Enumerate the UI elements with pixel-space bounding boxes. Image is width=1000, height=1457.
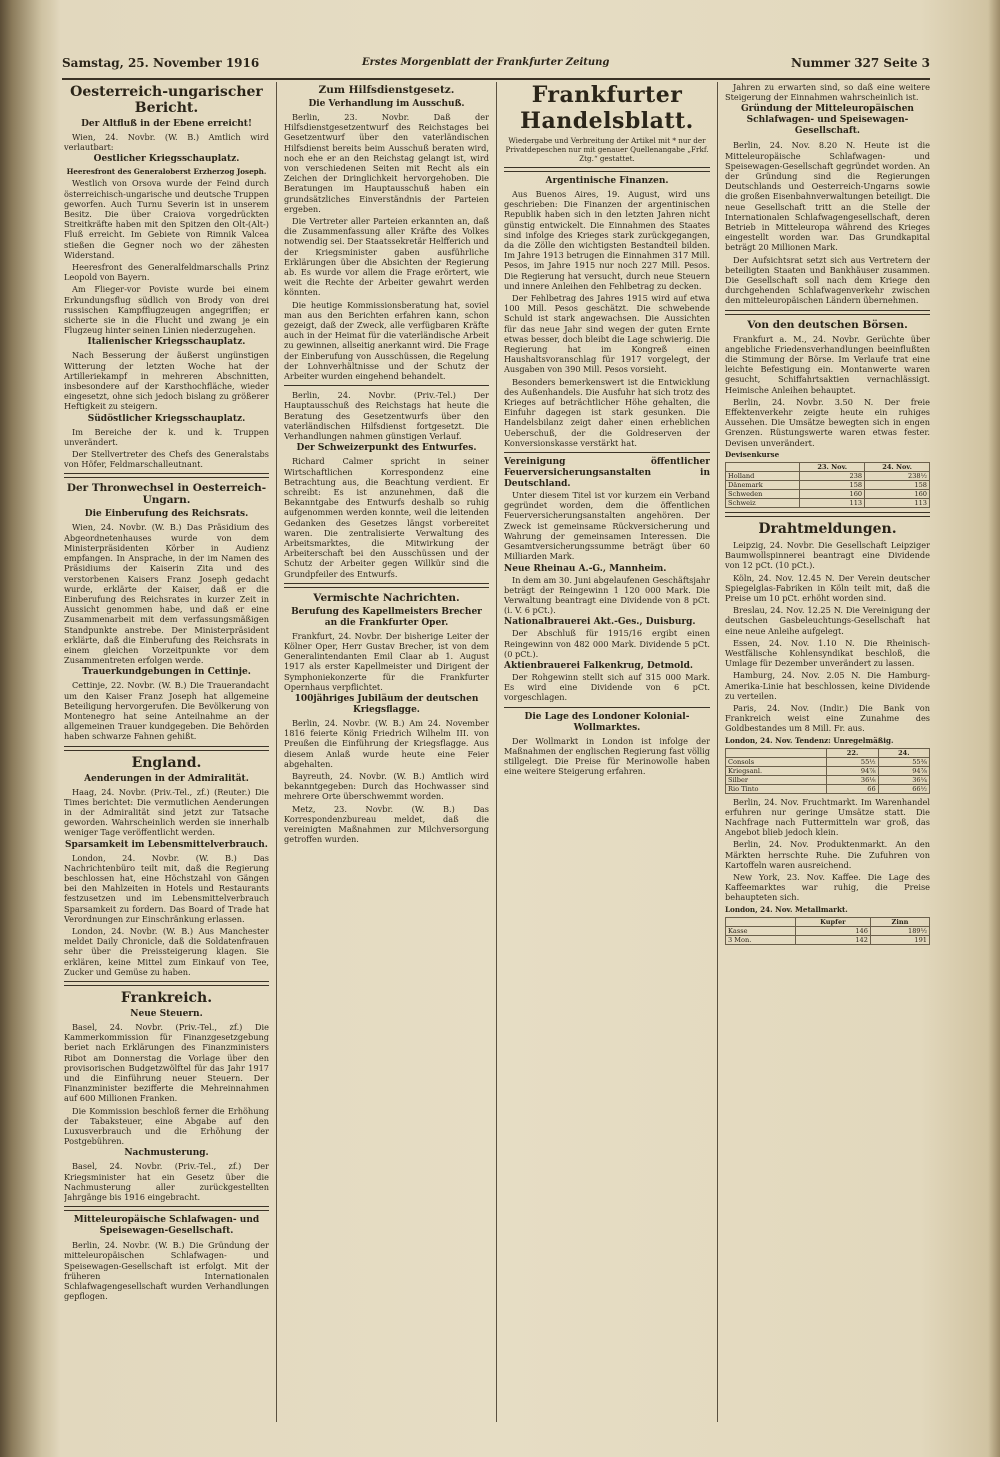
- paragraph: Breslau, 24. Nov. 12.25 N. Die Vereinigung der deutschen Gasbeleuchtungs-Gesellschaft hat eine neue Anleihe aufgelegt.: [725, 605, 930, 636]
- paragraph: Frankfurt, 24. Novbr. Der bisherige Leiter der Kölner Oper, Herr Gustav Brecher, ist von dem Generalintendanten Emil Claar ab 1. August 1917 als erster Kapellmeister und Dirigent der Symphoniekonzerte für die Frankfurter Opernhaus verpflichtet.: [284, 630, 489, 692]
- masthead-date: Samstag, 25. November 1916: [62, 56, 260, 70]
- column-rule: [717, 82, 718, 1422]
- table-cell: 94⅞: [878, 766, 929, 775]
- headline-handelsblatt: Frankfurter Handelsblatt.: [520, 82, 694, 134]
- table-cell: 238½: [865, 471, 930, 480]
- column-rule: [496, 82, 497, 1422]
- paragraph: New York, 23. Nov. Kaffee. Die Lage des Kaffeemarktes war ruhig, die Preise behaupteten sich.: [725, 871, 930, 903]
- subheadline-taxes: Neue Steuern.: [130, 1009, 203, 1019]
- divider: [64, 1206, 269, 1211]
- table-cell: 55⅜: [878, 757, 929, 766]
- paragraph: Cettinje, 22. Novbr. (W. B.) Die Trauerandacht um den Kaiser Franz Joseph hat allgemeine Beteiligung hervorgerufen. Die Bevölkerung von Montenegro hat seine Anteilnahme an der allgemeinen Trauer kundgegeben. Die Behörden haben schwarze Fahnen gehißt.: [64, 680, 269, 742]
- subheadline-committee: Die Verhandlung im Ausschuß.: [308, 99, 465, 109]
- masthead: [62, 56, 930, 80]
- table-title: Devisenkurse: [725, 449, 780, 459]
- paragraph: Berlin, 24. Novbr. (W. B.) Am 24. November 1816 feierte König Friedrich Wilhelm III. von Preußen die Einführung der Kriegsflagge. Aus diesem Anlaß wurde heute eine Feier abgehalten.: [284, 717, 489, 769]
- table-row: [726, 471, 930, 480]
- paragraph: Nach Besserung der äußerst ungünstigen Witterung der letzten Woche hat der Artilleriekampf in mehreren Abschnitten, insbesondere auf der Karsthochfläche, wieder eingesetzt, ohne sich jedoch bislang zu größerer Heftigkeit zu steigern.: [64, 350, 269, 412]
- table-header-cell: [726, 748, 827, 757]
- paragraph: Basel, 24. Novbr. (Priv.-Tel., zf.) Der Kriegsminister hat ein Gesetz über die Nachmusterung aller zurückgestellten Jahrgänge bis 1916 eingebracht.: [64, 1161, 269, 1203]
- paragraph: Berlin, 24. Novbr. (W. B.) Die Gründung der mitteleuropäischen Schlafwagen- und Speisewagen-Gesellschaft ist erfolgt. Mit der früheren Internationalen Schlafwagengesellschaft wurden Verhandlungen gepflogen.: [64, 1240, 269, 1302]
- section-title-east: Oestlicher Kriegsschauplatz.: [93, 154, 240, 165]
- headline-stock-exchanges: Von den deutschen Börsen.: [747, 318, 908, 331]
- paragraph: Berlin, 24. Novbr. (Priv.-Tel.) Der Hauptausschuß des Reichstags hat heute die Beratung des Gesetzentwurfs über den vaterländischen Hilfsdienst fortgesetzt. Die Verhandlungen nahmen günstigen Verlauf.: [284, 390, 489, 442]
- table-cell: Kasse: [726, 926, 796, 935]
- paragraph: Richard Calmer spricht in seiner Wirtschaftlichen Korrespondenz eine Betrachtung aus, die Beachtung verdient. Er schreibt: Es ist anzunehmen, daß die Bekanntgabe des Entwurfs deshalb so ruhig aufgenommen werden konnte, weil die leitenden Gedanken des Gesetzes längst vorbereitet waren. Die zentralisierte Verwaltung des Arbeitsmarktes, die Mitwirkung der Arbeiterschaft bei den Ausschüssen und der Schutz der Arbeiter gegen Willkür sind die Grundpfeiler des Entwurfs.: [284, 456, 489, 579]
- table-header-cell: [726, 462, 800, 471]
- paragraph: Der Wollmarkt in London ist infolge der Maßnahmen der englischen Regierung fast völlig stillgelegt. Die Preise für Merinowolle haben eine weitere Steigerung erfahren.: [504, 735, 710, 777]
- table-cell: Silber: [726, 775, 827, 784]
- table-header-cell: 24. Nov.: [865, 462, 930, 471]
- table-cell: Rio Tinto: [726, 784, 827, 793]
- table-cell: Consols: [726, 757, 827, 766]
- section-title-london: London, 24. Nov. Tendenz: Unregelmäßig.: [725, 735, 894, 745]
- table-header-cell: 23. Nov.: [800, 462, 865, 471]
- table-header-cell: [726, 917, 796, 926]
- subheadline-reichsrat: Die Einberufung des Reichsrats.: [84, 509, 249, 520]
- paragraph: Hamburg, 24. Nov. 2.05 N. Die Hamburg-Amerika-Linie hat beschlossen, keine Dividende zu verteilen.: [725, 670, 930, 701]
- paragraph: Aus Buenos Aires, 19. August, wird uns geschrieben: Die Finanzen der argentinischen Republik haben sich in den letzten Jahren nicht günstig entwickelt. Die Einnahmen des Staates sind infolge des Krieges stark zurückgegangen, da die Zölle den wichtigsten Bestandteil bilden. Im Jahre 1913 betrugen die Einnahmen 317 Mill. Pesos, im Jahre 1915 nur noch 227 Mill. Pesos. Die Regierung hat versucht, durch neue Steuern und innere Anleihen den Fehlbetrag zu decken.: [504, 189, 710, 291]
- table-cell: 66½: [878, 784, 929, 793]
- paragraph: London, 24. Novbr. (W. B.) Das Nachrichtenbüro teilt mit, daß die Regierung beschlossen hat, eine Höchstzahl von Gängen bei den Mahlzeiten in Hotels und Restaurants festzusetzen und im Lebensmittelverbrauch Sparsamkeit zu fordern. Das Board of Trade hat Verordnungen zur Einschränkung erlassen.: [64, 852, 269, 924]
- divider: [64, 473, 269, 478]
- paragraph: Berlin, 23. Novbr. Daß der Hilfsdienstgesetzentwurf des Reichstages bei Gesetzentwurf über den vaterländischen Hilfsdienst bereits beim Ausschuß beraten wird, noch ehe er an den Reichstag gelangt ist, wird von verschiedenen Seiten mit Recht als ein Zeichen der Dringlichkeit hervorgehoben. Die Beratungen im Hauptausschuß haben ein grundsätzliches Einverständnis der Parteien ergeben.: [284, 112, 489, 214]
- paragraph: Der Aufsichtsrat setzt sich aus Vertretern der beteiligten Staaten und Bankhäuser zusammen. Die Gesellschaft soll nach dem Kriege den durchgehenden Schlafwagenverkehr zwischen den mitteleuropäischen Ländern übernehmen.: [725, 254, 930, 306]
- divider: [64, 746, 269, 751]
- divider: [725, 310, 930, 315]
- divider: [725, 512, 930, 517]
- table-row: [726, 775, 930, 784]
- divider: [504, 452, 710, 453]
- paragraph: Wien, 24. Novbr. (W. B.) Das Präsidium des Abgeordnetenhauses wurde von dem Ministerpräsidenten Körber in Audienz empfangen. In Ansprache, in der im Namen des Präsidiums der Kaiserin Zita und des verstorbenen Kaisers Franz Joseph gedacht wurde, erklärte der Kaiser, daß er die Einberufung des Reichsrates in kurzer Zeit in Aussicht genommen habe, und daß er eine Zusammenarbeit mit dem verfassungsmäßigen Standpunkte anstrebe. Der Ministerpräsident erklärte, daß die Einberufung des Reichsrats in einem gleichen Vorzeitpunkte vor dem Zusammentreten erfolgen werde.: [64, 522, 269, 666]
- divider: [504, 167, 710, 172]
- column-4: [725, 82, 930, 1422]
- section-title-southeast: Südöstlicher Kriegsschauplatz.: [87, 413, 246, 424]
- divider: [64, 981, 269, 986]
- headline-hilfsdienst: Zum Hilfsdienstgesetz.: [318, 84, 455, 96]
- paragraph: London, 24. Novbr. (W. B.) Aus Manchester meldet Daily Chronicle, daß die Soldatenfrauen sehr über die Preissteigerung klagen. Sie erklären, keine Mittel zum Einkauf von Tee, Zucker und Gemüse zu haben.: [64, 925, 269, 977]
- table-cell: 142: [795, 935, 870, 944]
- table-cell: 36⅛: [827, 775, 878, 784]
- section-title-savings: Sparsamkeit im Lebensmittelverbrauch.: [65, 839, 268, 850]
- section-title-falkenkrug: Aktienbrauerei Falkenkrug, Detmold.: [504, 660, 694, 671]
- section-title-cettinje: Trauerkundgebungen in Cettinje.: [82, 667, 251, 678]
- table-cell: 113: [800, 498, 865, 507]
- subheadline-alt-river: Der Altfluß in der Ebene erreicht!: [81, 119, 252, 129]
- exchange-rate-table: [725, 462, 930, 508]
- paragraph: Leipzig, 24. Novbr. Die Gesellschaft Leipziger Baumwollspinnerei beantragt eine Dividende von 12 pCt. (10 pCt.).: [725, 539, 930, 571]
- paragraph: In dem am 30. Juni abgelaufenen Geschäftsjahr beträgt der Reingewinn 1 120 000 Mark. Die Verwaltung beantragt eine Dividende von 8 pCt. (i. V. 6 pCt.).: [504, 574, 710, 616]
- table-cell: 146: [795, 926, 870, 935]
- headline-misc-news: Vermischte Nachrichten.: [313, 591, 460, 604]
- headline-wire-reports: Drahtmeldungen.: [758, 520, 897, 537]
- paragraph: Berlin, 24. Nov. Produktenmarkt. An den Märkten herrschte Ruhe. Die Zufuhren von Kartoffeln waren ausreichend.: [725, 839, 930, 870]
- headline-sleeping-car: Mitteleuropäische Schlafwagen- und Speisewagen-Gesellschaft.: [73, 1215, 260, 1237]
- table-cell: 158: [800, 480, 865, 489]
- paragraph: Berlin, 24. Nov. Fruchtmarkt. Im Warenhandel erfuhren nur geringe Umsätze statt. Die Nachfrage nach Futtermitteln war groß, das Angebot blieb jedoch klein.: [725, 796, 930, 838]
- divider: [284, 583, 489, 588]
- paragraph: Die Kommission beschloß ferner die Erhöhung der Tabaksteuer, eine Abgabe auf den Luxusverbrauch und die Erhöhung der Postgebühren.: [64, 1105, 269, 1147]
- paragraph: Metz, 23. Novbr. (W. B.) Das Korrespondenzbureau meldet, daß die vereinigten Maßnahmen zur Milchversorgung getroffen wurden.: [284, 803, 489, 845]
- paragraph: Westlich von Orsova wurde der Feind durch österreichisch-ungarische und deutsche Truppen geworfen. Auch Turnu Severin ist in unserem Besitz. Die über Craiova vorgedrückten Streitkräfte haben mit den Spitzen den Olt-(Alt-) Fluß erreicht. Im Gebiete von Rimnik Valcea stießen die Gegner noch wo der zähesten Widerstand.: [64, 178, 269, 260]
- paragraph: Basel, 24. Novbr. (Priv.-Tel., zf.) Die Kammerkommission für Finanzgesetzgebung beriet nach Erklärungen des Finanzministers Ribot am Donnerstag die Vorlage über den provisorischen Budgetzwölftel für das Jahr 1917 und die Einführung neuer Steuern. Der Finanzminister bezifferte die Mehreinnahmen auf 600 Millionen Franken.: [64, 1022, 269, 1104]
- column-3: [504, 82, 710, 1422]
- headline-founding-sleeping-car: Gründung der Mitteleuropäischen Schlafwagen- und Speisewagen-Gesellschaft.: [741, 104, 914, 137]
- table-cell: Holland: [726, 471, 800, 480]
- book-binding-shadow: [0, 0, 60, 1457]
- paragraph: Haag, 24. Novbr. (Priv.-Tel., zf.) (Reuter.) Die Times berichtet: Die vermutlichen Aenderungen in der Admiralität sind jetzt zur Tatsache geworden. Wahrscheinlich werden sie innerhalb weniger Tage veröffentlicht werden.: [64, 786, 269, 838]
- table-cell: Schweden: [726, 489, 800, 498]
- london-table: [725, 748, 930, 794]
- table-row: [726, 935, 930, 944]
- paragraph: Wien, 24. Novbr. (W. B.) Amtlich wird verlautbart:: [64, 132, 269, 153]
- section-title-brewery: Nationalbrauerei Akt.-Ges., Duisburg.: [504, 617, 696, 628]
- divider: [504, 707, 710, 708]
- masthead-issue: Nummer 327 Seite 3: [790, 56, 930, 70]
- subheadline-brecher: Berufung des Kapellmeisters Brecher an die Frankfurter Oper.: [291, 606, 482, 628]
- table-row: [726, 757, 930, 766]
- paragraph: Besonders bemerkenswert ist die Entwicklung des Außenhandels. Die Ausfuhr hat sich trotz des Krieges auf beträchtlicher Höhe gehalten, die Einfuhr dagegen ist stark gesunken. Die Handelsbilanz zeigt daher einen erheblichen Ueberschuß, der die Goldreserven der Konversionskasse verstärkt hat.: [504, 376, 710, 448]
- section-title-war-flag: 100jähriges Jubiläum der deutschen Kriegsflagge.: [294, 693, 479, 715]
- column-1: [64, 82, 269, 1422]
- paragraph: Köln, 24. Nov. 12.45 N. Der Verein deutscher Spiegelglas-Fabriken in Köln teilt mit, daß die Preise um 10 pCt. erhöht worden sind.: [725, 572, 930, 603]
- paragraph: Jahren zu erwarten sind, so daß eine weitere Steigerung der Einnahmen wahrscheinlich ist.: [725, 82, 930, 103]
- table-cell: Schweiz: [726, 498, 800, 507]
- table-cell: 160: [865, 489, 930, 498]
- table-row: [726, 489, 930, 498]
- table-header-cell: Zinn: [870, 917, 929, 926]
- table-row: [726, 784, 930, 793]
- table-cell: Dänemark: [726, 480, 800, 489]
- table-cell: 158: [865, 480, 930, 489]
- table-cell: 189½: [870, 926, 929, 935]
- paragraph: Am Flieger-vor Poviste wurde bei einem Erkundungsflug südlich von Brody von drei russischen Kampfflugzeugen angegriffen; er sicherte sie in die Flucht und zwang je ein Flugzeug hinter seinen Linien niederzugehen.: [64, 284, 269, 336]
- reprint-note: Wiedergabe und Verbreitung der Artikel mit * nur der Privatdepeschen nur mit genauer Quellenangabe „Frkf. Ztg.“ gestattet.: [505, 136, 709, 163]
- section-title-rheinau: Neue Rheinau A.-G., Mannheim.: [504, 563, 667, 574]
- paragraph: Der Abschluß für 1915/16 ergibt einen Reingewinn von 482 000 Mark. Dividende 5 pCt. (0 pCt.).: [504, 628, 710, 659]
- table-cell: 160: [800, 489, 865, 498]
- table-cell: 113: [865, 498, 930, 507]
- section-title-fire-insurance: Vereinigung öffentlicher Feuerversicherungsanstalten in Deutschland.: [504, 457, 710, 490]
- table-row: [726, 498, 930, 507]
- table-cell: 55½: [827, 757, 878, 766]
- table-cell: Kriegsanl.: [726, 766, 827, 775]
- paragraph: Die heutige Kommissionsberatung hat, soviel man aus den Berichten erfahren kann, schon gezeigt, daß der Zweck, alle verfügbaren Kräfte auch in der Heimat für die vaterländische Arbeit zu gewinnen, allseitig anerkannt wird. Die Frage der Einberufung von Ausschüssen, die Regelung der Lohnverhältnisse und der Schutz der Arbeiter wurden eingehend behandelt.: [284, 299, 489, 382]
- headline-throne-change: Der Thronwechsel in Oesterreich-Ungarn.: [66, 482, 267, 507]
- masthead-paper: Erstes Morgenblatt der Frankfurter Zeitung: [362, 57, 610, 68]
- paragraph: Frankfurt a. M., 24. Novbr. Gerüchte über angebliche Friedensverhandlungen beeinflußten die Stimmung der Börse. Im Verlaufe trat eine leichte Befestigung ein. Montanwerte waren gesucht, Schiffahrtsaktien vernachlässigt. Heimische Anleihen behauptet.: [725, 333, 930, 395]
- section-subtitle: Heeresfront des Generaloberst Erzherzog Joseph.: [66, 167, 267, 177]
- table-cell: 191: [870, 935, 929, 944]
- paragraph: Paris, 24. Nov. (Indir.) Die Bank von Frankreich weist eine Zunahme des Goldbestandes um 8 Mill. Fr. aus.: [725, 702, 930, 734]
- paragraph: Im Bereiche der k. und k. Truppen unverändert.: [64, 426, 269, 447]
- table-cell: 36¼: [878, 775, 929, 784]
- subheadline-admiralty: Aenderungen in der Admiralität.: [84, 773, 249, 784]
- paragraph: Berlin, 24. Novbr. 3.50 N. Der freie Effektenverkehr zeigte heute ein ruhiges Aussehen. Die Umsätze bewegten sich in engen Grenzen. Rüstungswerte waren etwas fester. Devisen unverändert.: [725, 396, 930, 448]
- paragraph: Heeresfront des Generalfeldmarschalls Prinz Leopold von Bayern.: [64, 262, 269, 283]
- paragraph: Die Vertreter aller Parteien erkannten an, daß die Zusammenfassung aller Kräfte des Volkes notwendig sei. Der Staatssekretär Helfferich und der Kriegsminister gaben ausführliche Erklärungen über die Absichten der Regierung ab. Es wurde vor allem die Frage erörtert, wie weit die Rechte der Arbeiter gewahrt werden könnten.: [284, 216, 489, 298]
- section-title-muster: Nachmusterung.: [124, 1148, 209, 1159]
- page-edge-shadow: [988, 0, 1000, 1457]
- paragraph: Der Rohgewinn stellt sich auf 315 000 Mark. Es wird eine Dividende von 6 pCt. vorgeschlagen.: [504, 671, 710, 703]
- paragraph: Der Stellvertreter des Chefs des Generalstabs von Höfer, Feldmarschalleutnant.: [64, 449, 269, 470]
- section-title-argentina: Argentinische Finanzen.: [545, 176, 669, 186]
- table-header-cell: 22.: [827, 748, 878, 757]
- paragraph: Der Fehlbetrag des Jahres 1915 wird auf etwa 100 Mill. Pesos geschätzt. Die schwebende Schuld ist stark angewachsen. Die Aussichten für das neue Jahr sind wegen der guten Ernte etwas besser, doch bleibt die Lage schwierig. Die Regierung hat im Kongreß einen Haushaltsvoranschlag für 1917 vorgelegt, der Ausgaben von 390 Mill. Pesos vorsieht.: [504, 293, 710, 375]
- section-title-draft: Der Schweizerpunkt des Entwurfes.: [296, 443, 477, 454]
- table-cell: 66: [827, 784, 878, 793]
- headline-france: Frankreich.: [120, 990, 213, 1006]
- table-cell: 3 Mon.: [726, 935, 796, 944]
- paragraph: Bayreuth, 24. Novbr. (W. B.) Amtlich wird bekanntgegeben: Durch das Hochwasser sind mehrere Orte überschwemmt worden.: [284, 770, 489, 802]
- headline-austria-report: Oesterreich-ungarischer Bericht.: [70, 84, 263, 116]
- paragraph: Unter diesem Titel ist vor kurzem ein Verband gegründet worden, dem die öffentlichen Feuerversicherungsanstalten angehören. Der Zweck ist gemeinsame Rückversicherung und Wahrung der gemeinsamen Interessen. Die Gesamtversicherungssumme beträgt über 60 Milliarden Mark.: [504, 490, 710, 562]
- column-rule: [276, 82, 277, 1422]
- section-title-wool-market: Die Lage des Londoner Kolonial-Wollmarktes.: [524, 711, 690, 733]
- column-2: [284, 82, 489, 1422]
- table-cell: 238: [800, 471, 865, 480]
- section-title-metal-market: London, 24. Nov. Metallmarkt.: [725, 904, 848, 914]
- section-title-italy: Italienischer Kriegsschauplatz.: [87, 337, 246, 348]
- paragraph: Berlin, 24. Nov. 8.20 N. Heute ist die Mitteleuropäische Schlafwagen- und Speisewagen-Gesellschaft gegründet worden. An der Gründung sind die Regierungen Deutschlands und Oesterreich-Ungarns sowie die großen Eisenbahnverwaltungen beteiligt. Die neue Gesellschaft tritt an die Stelle der Internationalen Schlafwagengesellschaft, deren Betrieb in Mitteleuropa während des Krieges eingestellt worden war. Das Grundkapital beträgt 20 Millionen Mark.: [725, 140, 930, 253]
- table-row: [726, 766, 930, 775]
- headline-england: England.: [131, 754, 202, 771]
- metal-table: [725, 917, 930, 945]
- paragraph: Essen, 24. Nov. 1.10 N. Die Rheinisch-Westfälische Kohlensyndikat beschloß, die Umlage für Dezember unverändert zu lassen.: [725, 637, 930, 669]
- table-cell: 94⅞: [827, 766, 878, 775]
- table-header-cell: Kupfer: [795, 917, 870, 926]
- table-row: [726, 926, 930, 935]
- table-header-cell: 24.: [878, 748, 929, 757]
- divider: [284, 385, 489, 386]
- table-row: [726, 480, 930, 489]
